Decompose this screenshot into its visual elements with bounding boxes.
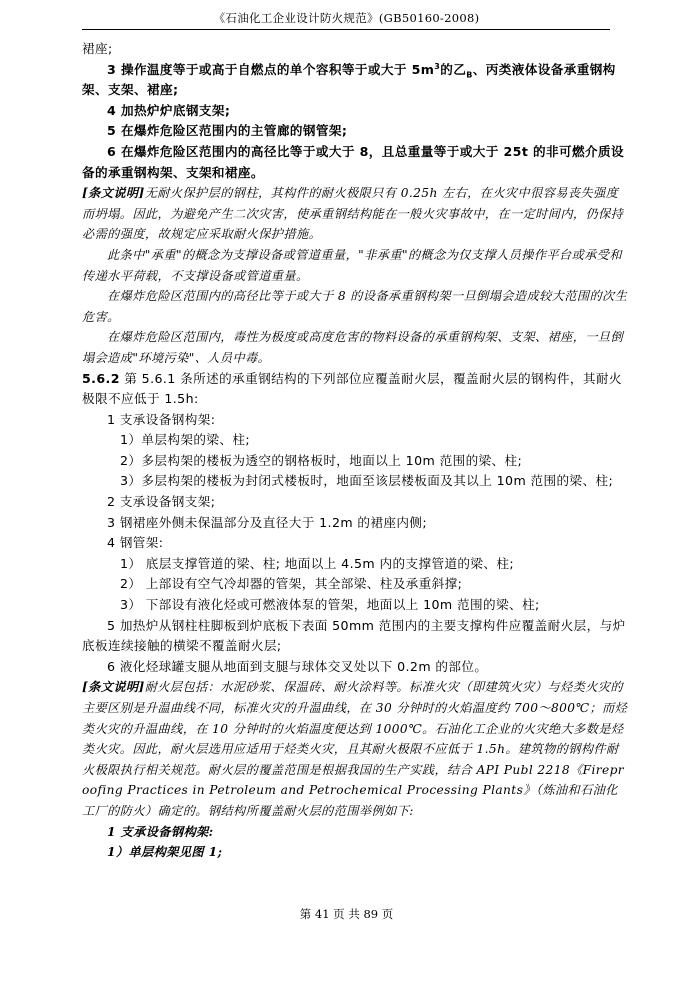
list-subitem: 2） 上部设有空气冷却器的管架，其全部梁、柱及承重斜撑;: [120, 576, 463, 592]
section-5-6-2: 5.6.2 第 5.6.1 条所述的承重钢结构的下列部位应覆盖耐火层，覆盖耐火层的钢构件，其耐火极限不应低于 1.5h:: [82, 370, 622, 407]
clause-note-2: 此条中"承重"的概念为支撑设备或管道重量，"非承重"的概念为仅支撑人员操作平台或承受和传递水平荷载，不支撑设备或管道重量。: [82, 247, 622, 283]
clause-note-list-subitem: 1）单层构架见图 1;: [107, 845, 223, 860]
clause-item-6: 6 在爆炸危险区范围内的高径比等于或大于 8，且总重量等于或大于 25t 的非可燃介质设备的承重钢构架、支架和裙座。: [82, 143, 624, 180]
list-subitem: 3） 下部设有液化烃或可燃液体泵的管架，地面以上 10m 范围的梁、柱;: [120, 597, 540, 613]
clause-item-3: 3 操作温度等于或高于自燃点的单个容积等于或大于 $5m^3$的乙$_B$、丙类液体设备承重钢构架、支架、裙座;: [82, 61, 616, 98]
clause-note-3: 在爆炸危险区范围内的高径比等于或大于 8 的设备承重钢构架一旦倒塌会造成较大范围的次生危害。: [82, 289, 628, 324]
list-item: 5 加热炉从钢柱柱脚板到炉底板下表面 50mm 范围内的主要支撑构件应覆盖耐火层，与炉底板连续接触的横梁不覆盖耐火层;: [82, 617, 626, 654]
clause-note-list-item: 1 支承设备钢构架:: [107, 824, 214, 839]
list-item: 4 钢管架:: [107, 535, 164, 551]
list-item: 1 支承设备钢构架:: [107, 411, 216, 427]
list-item: 2 支承设备钢支架;: [107, 494, 216, 510]
page-header: 《石油化工企业设计防火规范》(GB50160-2008): [213, 11, 480, 25]
text-line: 裙座;: [82, 41, 113, 56]
clause-item-4: 4 加热炉炉底钢支架;: [107, 102, 231, 118]
document-body: [82, 39, 630, 863]
clause-note-5: [条文说明]耐火层包括：水泥砂浆、保温砖、耐火涂料等。标准火灾（即建筑火灾）与烃类火灾的主要区别是升温曲线不同，标准火灾的升温曲线，在 30 分钟时的火焰温度约 700～800℃；而烃类火灾的升温曲线，在 10 分钟时的火焰温度便达到 1000℃。石油化工企业的火灾绝大多数是烃类火灾。因此，耐火层选用应适用于烃类火灾，且其耐火极限不应低于 1.5h。建筑物的钢构件耐火极限执行相关规范。耐火层的覆盖范围是根据我国的生产实践，结合 API Publ 2218《Fireproofing Practices in Petroleum and Petrochemical Processing Plants》（炼油和石油化工厂的防火）确定的。钢结构所覆盖耐火层的范围举例如下:: [82, 680, 628, 818]
list-subitem: 3）多层构架的楼板为封闭式楼板时，地面至该层楼板面及其以上 10m 范围的梁、柱;: [120, 473, 614, 489]
clause-item-5: 5 在爆炸危险区范围内的主管廊的钢管架;: [107, 123, 348, 139]
clause-note-1: [条文说明]无耐火保护层的钢柱，其构件的耐火极限只有 0.25h 左右，在火灾中很容易丧失强度而坍塌。因此，为避免产生二次灾害，使承重钢结构能在一般火灾事故中，在一定时间内，仍保持必需的强度，故规定应采取耐火保护措施。: [82, 186, 624, 242]
list-subitem: 2）多层构架的楼板为透空的钢格板时，地面以上 10m 范围的梁、柱;: [120, 452, 523, 468]
list-subitem: 1） 底层支撑管道的梁、柱; 地面以上 4.5m 内的支撑管道的梁、柱;: [120, 555, 515, 571]
header-divider: [82, 29, 610, 30]
clause-note-4: 在爆炸危险区范围内，毒性为极度或高度危害的物料设备的承重钢构架、支架、裙座，一旦倒塌会造成"环境污染"、人员中毒。: [82, 330, 624, 365]
page-footer: 第 41 页 共 89 页: [299, 907, 394, 921]
list-item: 6 液化烃球罐支腿从地面到支腿与球体交叉处以下 0.2m 的部位。: [107, 658, 488, 674]
list-subitem: 1）单层构架的梁、柱;: [120, 432, 250, 448]
list-item: 3 钢裙座外侧未保温部分及直径大于 1.2m 的裙座内侧;: [107, 514, 428, 530]
